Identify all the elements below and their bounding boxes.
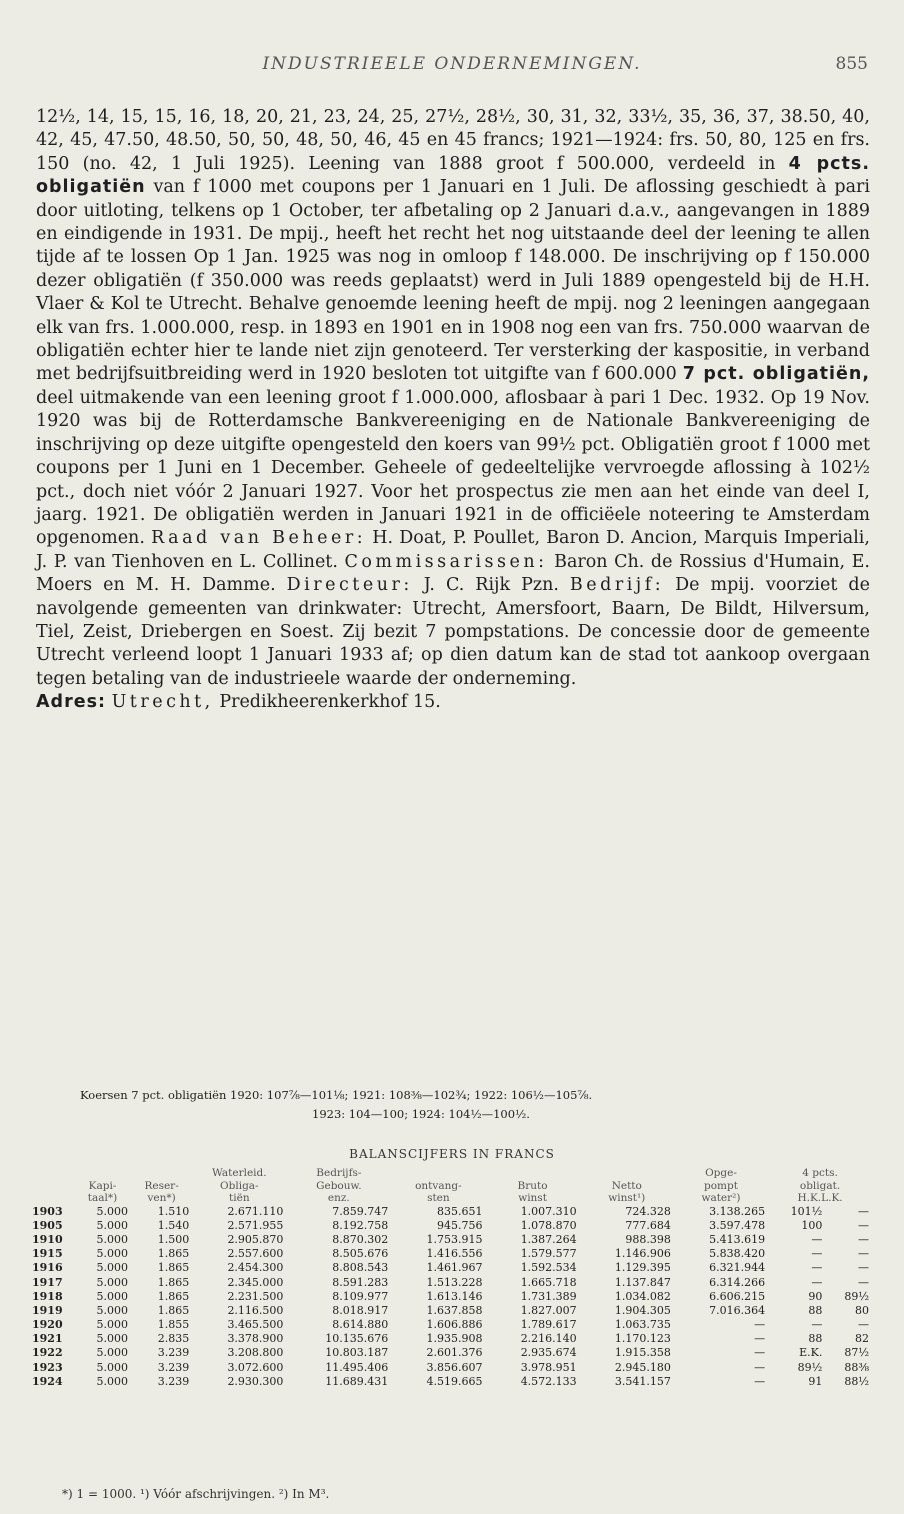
table-row [32, 1361, 872, 1375]
col-ontv-h1: ontvang- [415, 1179, 462, 1192]
cell-kap: 5.000 [96, 1247, 128, 1261]
cell-l: — [858, 1247, 869, 1261]
cell-bruto: 1.731.389 [520, 1289, 577, 1303]
cell-pomp: — [754, 1374, 766, 1388]
cell-obl: 3.378.900 [227, 1332, 284, 1346]
cell-pomp: — [754, 1318, 766, 1332]
cell-geb: 11.495.406 [325, 1360, 389, 1374]
cell-h: 101½ [790, 1204, 823, 1218]
cell-geb: 8.808.543 [332, 1261, 389, 1275]
cell-l: 80 [855, 1303, 869, 1317]
cell-netto: 1.915.358 [614, 1346, 671, 1360]
cell-res: 1.540 [157, 1218, 190, 1232]
running-title: INDUSTRIEELE ONDERNEMINGEN. [262, 54, 642, 74]
cell-res: 1.855 [157, 1318, 190, 1332]
cell-pomp: 6.314.266 [709, 1275, 766, 1289]
cell-y: 1924 [32, 1374, 63, 1388]
directeur-name: J. C. Rijk Pzn. [423, 575, 559, 596]
cell-pomp: 6.321.944 [709, 1261, 766, 1275]
text-run: van f 1000 met coupons per 1 Januari en 1 Juli. De aflossing geschiedt à pari door uitloting, telkens op 1 October, ter afbetaling op 2 Januari d.a.v., aangevangen in 1889 en eindigende in 1931. De mpij., heeft het recht het nog uitstaande deel der leening te allen tijde af te lossen Op 1 Jan. 1925 was nog in omloop f 148.000. De inschrijving op f 150.000 dezer obligatiën (f 350.000 was reeds geplaatst) werd in Juli 1889 opengesteld bij de H.H. Vlaer & Kol te Utrecht. Behalve genoemde leening heeft de mpij. nog 2 leeningen aangegaan elk van frs. 1.000.000, resp. in 1893 en 1901 en in 1908 nog een van frs. 750.000 waarvan de obligatiën echter hier te lande niet zijn genoteerd. Ter versterking der kaspositie, in verband met bedrijfsuitbreiding werd in 1920 besloten tot uitgifte van f 600.000 [36, 177, 870, 385]
table-row [32, 1261, 872, 1275]
cell-netto: 1.129.395 [614, 1261, 671, 1275]
col-obl4-h3: H.K.L.K. [797, 1192, 843, 1205]
cell-obl: 2.671.110 [227, 1204, 284, 1218]
cell-obl: 2.231.500 [227, 1289, 284, 1303]
cell-ontv: 1.416.556 [426, 1247, 483, 1261]
cell-obl: 2.905.870 [227, 1232, 284, 1246]
col-geb-h1: Bedrijfs- [316, 1167, 362, 1180]
cell-h: 91 [808, 1374, 823, 1388]
cell-res: 3.239 [157, 1374, 190, 1388]
cell-geb: 8.591.283 [332, 1275, 389, 1289]
cell-res: 1.865 [157, 1303, 190, 1317]
col-netto-h1: Netto [611, 1179, 642, 1192]
cell-h: 100 [801, 1218, 823, 1232]
col-obl-h3: tiën [229, 1192, 250, 1205]
col-geb-h2: Gebouw. [316, 1179, 362, 1192]
table-row [32, 1233, 872, 1247]
directeur-label: Directeur: [286, 575, 413, 596]
cell-netto: 3.541.157 [614, 1374, 671, 1388]
cell-bruto: 3.978.951 [520, 1360, 577, 1374]
cell-bruto: 1.078.870 [520, 1218, 577, 1232]
cell-y: 1919 [32, 1303, 63, 1317]
cell-h: — [811, 1247, 823, 1261]
cell-kap: 5.000 [96, 1204, 128, 1218]
cell-netto: 988.398 [625, 1232, 671, 1246]
cell-pomp: 6.606.215 [709, 1289, 766, 1303]
cell-res: 1.865 [157, 1289, 190, 1303]
cell-geb: 7.859.747 [332, 1204, 389, 1218]
cell-pomp: 5.838.420 [709, 1247, 766, 1261]
cell-h: 88 [808, 1332, 823, 1346]
balance-table-body [32, 1205, 872, 1389]
cell-h: 89½ [797, 1360, 823, 1374]
cell-bruto: 1.665.718 [520, 1275, 577, 1289]
cell-l: — [858, 1204, 869, 1218]
col-pomp-h1: Opge- [705, 1167, 737, 1180]
cell-kap: 5.000 [96, 1218, 128, 1232]
cell-kap: 5.000 [96, 1318, 128, 1332]
cell-geb: 10.135.676 [325, 1332, 389, 1346]
cell-y: 1903 [32, 1204, 63, 1218]
body-paragraph [36, 106, 870, 715]
raad-members: H. Doat, P. Poullet, Baron D. Ancion, Marquis Imperiali, J. P. van Tienhoven en L. Collinet. [36, 528, 870, 572]
table-row [32, 1318, 872, 1332]
page-header [34, 54, 870, 84]
col-obl4-h1: 4 pcts. [802, 1167, 838, 1180]
cell-kap: 5.000 [96, 1261, 128, 1275]
cell-ontv: 1.513.228 [426, 1275, 483, 1289]
table-row [32, 1375, 872, 1389]
cell-h: 88 [808, 1303, 823, 1317]
cell-netto: 777.684 [625, 1218, 671, 1232]
cell-kap: 5.000 [96, 1346, 128, 1360]
cell-obl: 3.072.600 [227, 1360, 284, 1374]
cell-kap: 5.000 [96, 1332, 128, 1346]
cell-l: — [858, 1232, 869, 1246]
cell-l: — [858, 1318, 869, 1332]
cell-h: — [811, 1232, 823, 1246]
cell-obl: 2.116.500 [227, 1303, 284, 1317]
header-row-2 [32, 1180, 872, 1193]
col-obl-h1: Waterleid. [212, 1167, 267, 1180]
cell-geb: 8.870.302 [332, 1232, 389, 1246]
cell-bruto: 4.572.133 [520, 1374, 577, 1388]
col-kap-h2: taal*) [87, 1192, 118, 1205]
adres-city: Utrecht, [111, 692, 214, 713]
table-row [32, 1304, 872, 1318]
cell-res: 3.239 [157, 1360, 190, 1374]
footnote: *) 1 = 1000. ¹) Vóór afschrijvingen. ²) In M³. [62, 1487, 330, 1501]
cell-netto: 1.034.082 [614, 1289, 671, 1303]
cell-y: 1918 [32, 1289, 63, 1303]
cell-netto: 1.137.847 [614, 1275, 671, 1289]
balance-title: BALANSCIJFERS IN FRANCS [349, 1147, 555, 1161]
cell-netto: 1.170.123 [614, 1332, 671, 1346]
raad-label: Raad van Beheer: [151, 528, 367, 549]
cell-netto: 724.328 [625, 1204, 671, 1218]
table-row [32, 1205, 872, 1219]
cell-res: 3.239 [157, 1346, 190, 1360]
cell-kap: 5.000 [96, 1374, 128, 1388]
cell-ontv: 945.756 [436, 1218, 483, 1232]
cell-pomp: — [754, 1360, 766, 1374]
cell-obl: 2.571.955 [227, 1218, 284, 1232]
cell-netto: 1.063.735 [614, 1318, 671, 1332]
cell-geb: 11.689.431 [325, 1374, 389, 1388]
cell-y: 1917 [32, 1275, 63, 1289]
col-netto-h2: winst¹) [608, 1192, 646, 1205]
table-row [32, 1247, 872, 1261]
cell-geb: 10.803.187 [325, 1346, 389, 1360]
table-row [32, 1332, 872, 1346]
cell-y: 1920 [32, 1318, 63, 1332]
table-row [32, 1346, 872, 1360]
cell-ontv: 1.613.146 [426, 1289, 483, 1303]
col-res-h1: Reser- [144, 1179, 179, 1192]
cell-obl: 2.557.600 [227, 1247, 284, 1261]
koersen-line-2: 1923: 104—100; 1924: 104½—100½. [312, 1107, 530, 1121]
bedrijf-label: Bedrijf: [569, 575, 665, 596]
cell-kap: 5.000 [96, 1275, 128, 1289]
cell-l: — [858, 1218, 869, 1232]
cell-l: — [858, 1261, 869, 1275]
cell-netto: 2.945.180 [614, 1360, 671, 1374]
cell-l: 89½ [844, 1289, 869, 1303]
cell-geb: 8.192.758 [332, 1218, 389, 1232]
koersen-line-1: Koersen 7 pct. obligatiën 1920: 107⅞—101⅛; 1921: 108⅜—102¾; 1922: 106½—105⅞. [80, 1088, 593, 1102]
adres-label: Adres: [36, 692, 106, 713]
col-geb-h3: enz. [327, 1192, 350, 1205]
cell-bruto: 1.827.007 [520, 1303, 577, 1317]
cell-res: 1.865 [157, 1275, 190, 1289]
cell-y: 1905 [32, 1218, 63, 1232]
cell-y: 1922 [32, 1346, 63, 1360]
cell-obl: 3.208.800 [227, 1346, 284, 1360]
commissarissen-members: Baron Ch. de Rossius d'Humain, E. Moers en M. H. Damme. [36, 551, 870, 596]
table-row [32, 1275, 872, 1289]
cell-pomp: — [754, 1346, 766, 1360]
cell-bruto: 2.935.674 [520, 1346, 577, 1360]
cell-ontv: 2.601.376 [426, 1346, 483, 1360]
cell-y: 1915 [32, 1247, 63, 1261]
col-bruto-h2: winst [518, 1192, 547, 1205]
page-number: 855 [835, 54, 868, 74]
col-pomp-h2: pompt [704, 1179, 738, 1192]
cell-l: 87½ [844, 1346, 869, 1360]
col-obl-h2: Obliga- [220, 1179, 259, 1192]
cell-res: 1.500 [157, 1232, 190, 1246]
adres-street: Predikheerenkerkhof 15. [219, 692, 441, 713]
cell-geb: 8.018.917 [332, 1303, 389, 1317]
cell-y: 1921 [32, 1332, 63, 1346]
cell-l: 88½ [844, 1374, 869, 1388]
col-kap-h1: Kapi- [88, 1179, 117, 1192]
cell-kap: 5.000 [96, 1289, 128, 1303]
cell-y: 1910 [32, 1232, 63, 1246]
bond-heading-4pct: 4 pcts. obligatiën [36, 153, 870, 198]
cell-pomp: 3.597.478 [709, 1218, 766, 1232]
cell-obl: 2.930.300 [227, 1374, 284, 1388]
cell-netto: 1.146.906 [614, 1247, 671, 1261]
cell-ontv: 1.637.858 [426, 1303, 483, 1317]
col-bruto-h1: Bruto [517, 1179, 548, 1192]
commissarissen-label: Commissarissen: [344, 551, 548, 572]
cell-bruto: 1.007.310 [520, 1204, 577, 1218]
cell-h: — [811, 1275, 823, 1289]
cell-y: 1923 [32, 1360, 63, 1374]
cell-kap: 5.000 [96, 1360, 128, 1374]
cell-geb: 8.614.880 [332, 1318, 389, 1332]
cell-geb: 8.109.977 [332, 1289, 389, 1303]
cell-bruto: 1.789.617 [520, 1318, 577, 1332]
col-obl4-h2: obligat. [799, 1179, 841, 1192]
cell-pomp: — [754, 1332, 766, 1346]
text-run: deel uitmakende van een leening groot f 1.000.000, aflosbaar à pari 1 Dec. 1932. Op 19 Nov. 1920 was bij de Rotterdamsche Bankvereeniging en de Nationale Bankvereeniging de inschrijving op deze uitgifte opengesteld den koers van 99½ pct. Obligatiën groot f 1000 met coupons per 1 Juni en 1 December. Geheele of gedeeltelijke vervroegde aflossing à 102½ pct., doch niet vóór 2 Januari 1927. Voor het prospectus zie men aan het einde van deel I, jaarg. 1921. De obligatiën werden in Januari 1921 in de officiëele noteering te Amsterdam opgenomen. [36, 387, 870, 549]
cell-h: 90 [808, 1289, 823, 1303]
bedrijf-text: De mpij. voorziet de navolgende gemeenten van drinkwater: Utrecht, Amersfoort, Baarn, De Bildt, Hilversum, Tiel, Zeist, Driebergen en Soest. Zij bezit 7 pompstations. De concessie door de gemeente Utrecht verleend loopt 1 Januari 1933 af; op dien datum kan de stad tot aankoop overgaan tegen betaling van de industrieele waarde der onderneming. [36, 575, 870, 689]
cell-bruto: 1.387.264 [520, 1232, 577, 1246]
cell-pomp: 3.138.265 [709, 1204, 766, 1218]
balance-table [32, 1167, 872, 1389]
table-row [32, 1290, 872, 1304]
cell-kap: 5.000 [96, 1232, 128, 1246]
koersen-block [80, 1086, 864, 1124]
cell-res: 1.510 [157, 1204, 190, 1218]
col-pomp-h3: water²) [701, 1192, 741, 1205]
col-ontv-h2: sten [427, 1192, 450, 1205]
cell-l: 82 [855, 1332, 869, 1346]
cell-pomp: 7.016.364 [709, 1303, 766, 1317]
cell-netto: 1.904.305 [614, 1303, 671, 1317]
cell-ontv: 3.856.607 [426, 1360, 483, 1374]
cell-h: E.K. [799, 1346, 823, 1360]
cell-obl: 3.465.500 [227, 1318, 284, 1332]
cell-l: 88⅜ [844, 1360, 869, 1374]
cell-y: 1916 [32, 1261, 63, 1275]
bond-heading-7pct: 7 pct. obligatiën, [682, 364, 870, 385]
cell-res: 2.835 [157, 1332, 190, 1346]
cell-res: 1.865 [157, 1247, 190, 1261]
cell-ontv: 835.651 [436, 1204, 483, 1218]
cell-bruto: 1.592.534 [520, 1261, 577, 1275]
cell-ontv: 1.461.967 [426, 1261, 483, 1275]
cell-res: 1.865 [157, 1261, 190, 1275]
cell-obl: 2.454.300 [227, 1261, 284, 1275]
text-run: 12½, 14, 15, 15, 16, 18, 20, 21, 23, 24, 25, 27½, 28½, 30, 31, 32, 33½, 35, 36, 37, 38.50, 40, 42, 45, 47.50, 48.50, 50, 50, 48, 50, 46, 45 en 45 francs; 1921—1924: frs. 50, 80, 125 en frs. 150 (no. 42, 1 Juli 1925). Leening van 1888 groot f 500.000, verdeeld in [36, 107, 870, 174]
cell-bruto: 1.579.577 [520, 1247, 577, 1261]
cell-pomp: 5.413.619 [709, 1232, 766, 1246]
cell-ontv: 1.753.915 [426, 1232, 483, 1246]
cell-obl: 2.345.000 [227, 1275, 284, 1289]
header-row-1 [32, 1167, 872, 1180]
cell-ontv: 4.519.665 [426, 1374, 483, 1388]
header-row-3 [32, 1192, 872, 1205]
cell-ontv: 1.606.886 [426, 1318, 483, 1332]
cell-geb: 8.505.676 [332, 1247, 389, 1261]
cell-l: — [858, 1275, 869, 1289]
cell-bruto: 2.216.140 [520, 1332, 577, 1346]
col-res-h2: ven*) [147, 1192, 176, 1205]
cell-kap: 5.000 [96, 1303, 128, 1317]
table-row [32, 1219, 872, 1233]
cell-h: — [811, 1261, 823, 1275]
cell-h: — [811, 1318, 823, 1332]
cell-ontv: 1.935.908 [426, 1332, 483, 1346]
